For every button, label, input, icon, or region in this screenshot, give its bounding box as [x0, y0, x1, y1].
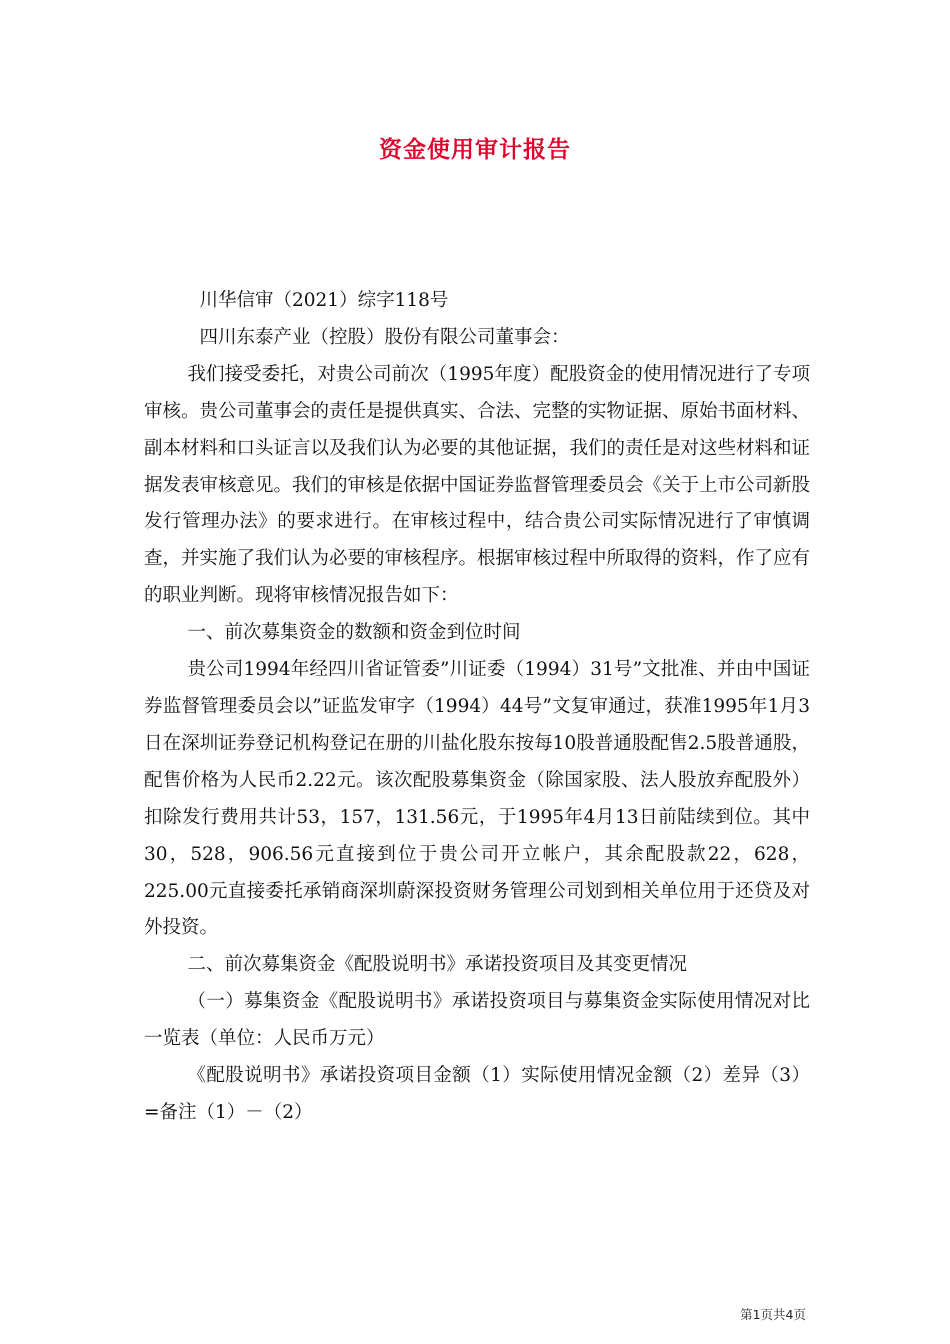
paragraph-funds-arrival: 贵公司1994年经四川省证管委”川证委（1994）31号”文批准、并由中国证券监督管理委员会以”证监发审字（1994）44号”文复审通过，获准1995年1月3日在深圳证券登记机构登记在册的川盐化股东按每10股普通股配售2.5股普通股，配售价格为人民币2.22元。该次配股募集资金（除国家股、法人股放弃配股外）扣除发行费用共计53，157，131.56元，于1995年4月13日前陆续到位。其中30，528，906.56元直接到位于贵公司开立帐户，其余配股款22，628，225.00元直接委托承销商深圳蔚深投资财务管理公司划到相关单位用于还贷及对外投资。: [144, 659, 810, 939]
addressee: 四川东泰产业（控股）股份有限公司董事会：: [199, 326, 570, 348]
section-heading-2: 二、前次募集资金《配股说明书》承诺投资项目及其变更情况: [187, 954, 687, 976]
table-header-text: 《配股说明书》承诺投资项目金额（1）实际使用情况金额（2）差异（3）=备注（1）－（2）: [144, 1065, 810, 1123]
paragraph-intro: 我们接受委托，对贵公司前次（1995年度）配股资金的使用情况进行了专项审核。贵公司董事会的责任是提供真实、合法、完整的实物证据、原始书面材料、副本材料和口头证言以及我们认为必要的其他证据，我们的责任是对这些材料和证据发表审核意见。我们的审核是依据中国证券监督管理委员会《关于上市公司新股发行管理办法》的要求进行。在审核过程中，结合贵公司实际情况进行了审慎调查，并实施了我们认为必要的审核程序。根据审核过程中所取得的资料，作了应有的职业判断。现将审核情况报告如下：: [144, 363, 811, 607]
document-body: [144, 283, 810, 1132]
reference-number: 川华信审（2021）综字118号: [199, 290, 449, 311]
document-title: 资金使用审计报告: [379, 136, 571, 163]
section-heading-1: 一、前次募集资金的数额和资金到位时间: [187, 622, 521, 644]
page-indicator: 第1页共4页: [740, 1307, 806, 1322]
subsection-heading-1: （一）募集资金《配股说明书》承诺投资项目与募集资金实际使用情况对比一览表（单位：人民币万元）: [144, 991, 810, 1050]
